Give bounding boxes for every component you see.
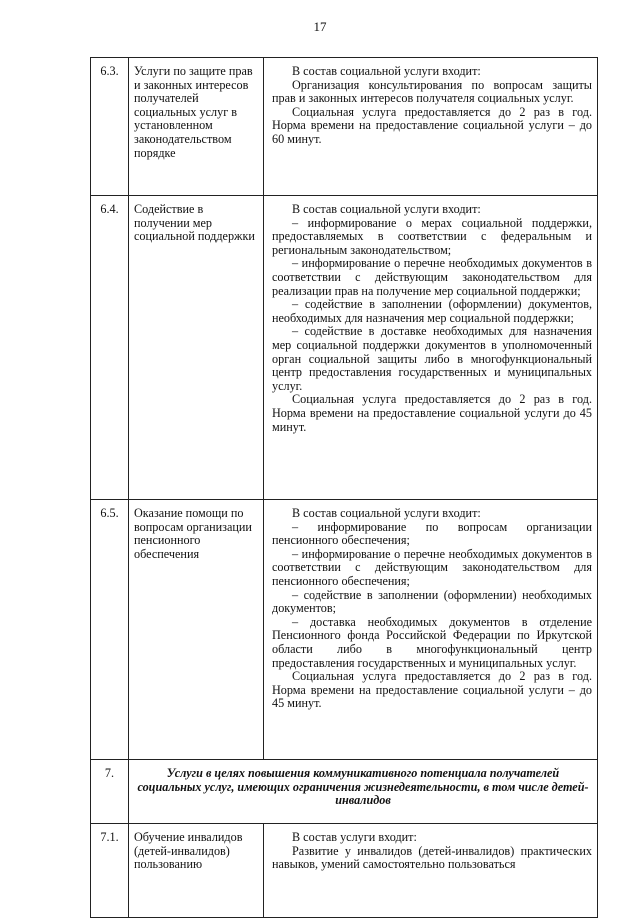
description-paragraph: Социальная услуга предоставляется до 2 раз в год. Норма времени на предоставление социальной услуги – до 45 минут.	[272, 669, 592, 711]
table-row	[91, 58, 598, 196]
description-paragraph: Развитие у инвалидов (детей-инвалидов) практических навыков, умений самостоятельно пользоваться	[272, 843, 592, 872]
service-description	[264, 824, 598, 918]
service-name: Оказание помощи по вопросам организации пенсионного обеспечения	[129, 500, 264, 760]
description-paragraph: – содействие в заполнении (оформлении) документов, необходимых для назначения мер социальной поддержки;	[272, 297, 592, 325]
description-paragraph: – информирование о мерах социальной поддержки, предоставляемых в соответствии с федеральным и региональным законодательством;	[272, 215, 592, 257]
description-paragraph: В состав услуги входит:	[292, 830, 417, 844]
description-paragraph: – информирование по вопросам организации пенсионного обеспечения;	[272, 519, 592, 548]
service-description	[264, 58, 598, 196]
service-description	[264, 500, 598, 760]
table-row	[91, 196, 598, 500]
service-description	[264, 196, 598, 500]
section-number: 7.	[91, 760, 129, 824]
description-paragraph: В состав социальной услуги входит:	[292, 506, 481, 520]
description-paragraph: Социальная услуга предоставляется до 2 раз в год. Норма времени на предоставление социальной услуги – до 60 минут.	[272, 104, 592, 146]
service-name: Услуги по защите прав и законных интересов получателей социальных услуг в установленном законодательством порядке	[129, 58, 264, 196]
section-header-row	[91, 760, 598, 824]
service-name: Содействие в получении мер социальной поддержки	[129, 196, 264, 500]
row-number: 6.3.	[91, 58, 129, 196]
description-paragraph: – содействие в заполнении (оформлении) необходимых документов;	[272, 587, 592, 616]
section-title: Услуги в целях повышения коммуникативного потенциала получателей социальных услуг, имеющих ограничения жизнедеятельности, в том числе детей-инвалидов	[129, 760, 598, 824]
row-number: 7.1.	[91, 824, 129, 918]
description-paragraph: – доставка необходимых документов в отделение Пенсионного фонда Российской Федерации по Иркутской области либо в многофункциональный центр предоставления государственных и муниципальных услуг.	[272, 614, 592, 670]
description-paragraph: Социальная услуга предоставляется до 2 раз в год. Норма времени на предоставление социальной услуги до 45 минут.	[272, 392, 592, 434]
description-paragraph: Организация консультирования по вопросам защиты прав и законных интересов получателя социальных услуг.	[272, 77, 592, 106]
row-number: 6.4.	[91, 196, 129, 500]
service-name: Обучение инвалидов (детей-инвалидов) пользованию	[129, 824, 264, 918]
description-paragraph: В состав социальной услуги входит:	[292, 202, 481, 216]
description-paragraph: – содействие в доставке необходимых для назначения мер социальной поддержки документов в уполномоченный орган социальной защиты либо в многофункциональный центр предоставления государственных и муниципальных услуг.	[272, 324, 592, 393]
row-number: 6.5.	[91, 500, 129, 760]
table-row	[91, 824, 598, 918]
page-number: 17	[313, 19, 327, 34]
services-table	[90, 57, 598, 918]
table-row	[91, 500, 598, 760]
description-paragraph: В состав социальной услуги входит:	[292, 64, 481, 78]
description-paragraph: – информирование о перечне необходимых документов в соответствии с действующим законодательством для пенсионного обеспечения;	[272, 546, 592, 588]
description-paragraph: – информирование о перечне необходимых документов в соответствии с действующим законодательством для реализации прав на получение мер социальной поддержки;	[272, 256, 592, 298]
